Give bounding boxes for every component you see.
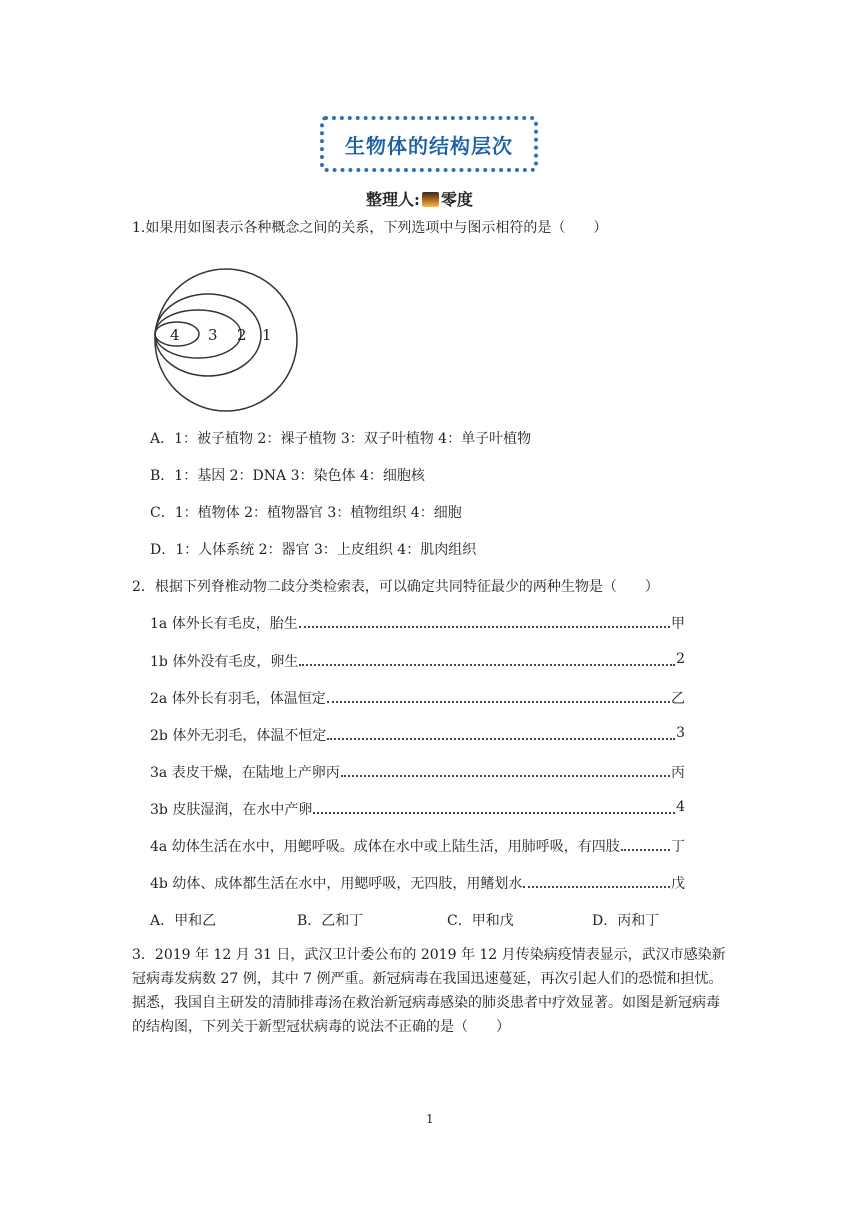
key-row (150, 613, 685, 633)
q2-option-b: B．乙和丁 (297, 913, 364, 929)
diagram-label-1: 1 (262, 326, 272, 344)
author-name: 零度 (440, 190, 473, 209)
q1-option-b: B．1：基因 2：DNA 3：染色体 4：细胞核 (150, 468, 425, 484)
key-row (150, 651, 685, 671)
key-result: 4 (676, 799, 685, 815)
q3-stem: 3．2019 年 12 月 31 日，武汉卫计委公布的 2019 年 12 月传染病疫情表显示，武汉市感染新冠病毒发病数 27 例，其中 7 例严重。新冠病毒在我国迅速蔓延，再次引起人们的恐慌和担忧。据悉，我国自主研发的清肺排毒汤在救治新冠病毒感染的肺炎患者中疗效显著。如图是新冠病毒的结构图，下列关于新型冠状病毒的说法不正确的是（ ） (132, 947, 726, 1035)
q1-option-c: C．1：植物体 2：植物器官 3：植物组织 4：细胞 (150, 505, 462, 521)
key-result: 2 (676, 651, 685, 667)
key-label: 3a 表皮干燥，在陆地上产卵丙 (150, 765, 340, 781)
q1-option-d: D．1：人体系统 2：器官 3：上皮组织 4：肌肉组织 (150, 542, 477, 558)
key-label: 4b 幼体、成体都生活在水中，用鳃呼吸，无四肢，用鳍划水 (150, 876, 523, 892)
q2-option-d: D．丙和丁 (592, 913, 660, 929)
key-label: 2a 体外长有羽毛，体温恒定 (150, 691, 326, 707)
leader-dots (523, 873, 670, 888)
leader-dots (621, 836, 670, 851)
key-result: 丁 (671, 839, 685, 855)
key-row (150, 799, 685, 819)
diagram-label-2: 2 (237, 326, 247, 344)
circle-3 (155, 310, 241, 358)
leader-dots (299, 613, 670, 628)
q1-nested-circles-diagram (150, 262, 300, 418)
key-label: 1a 体外长有毛皮，胎生 (150, 616, 298, 632)
key-row (150, 762, 685, 782)
leader-dots (299, 651, 675, 666)
leader-dots (313, 799, 675, 814)
key-label: 2b 体外无羽毛，体温不恒定 (150, 728, 327, 744)
leader-dots (327, 688, 670, 703)
page-title: 生物体的结构层次 (345, 133, 513, 158)
key-label: 1b 体外没有毛皮，卵生 (150, 654, 299, 670)
title-box (320, 116, 538, 172)
q1-stem: 1.如果用如图表示各种概念之间的关系，下列选项中与图示相符的是（ ） (132, 220, 608, 236)
author-label: 整理人: (366, 190, 420, 209)
leader-dots (341, 762, 670, 777)
diagram-label-4: 4 (170, 326, 180, 344)
q1-option-a: A．1：被子植物 2：裸子植物 3：双子叶植物 4：单子叶植物 (150, 431, 532, 447)
page-number: 1 (426, 1112, 434, 1126)
diagram-label-3: 3 (208, 326, 218, 344)
key-result: 乙 (671, 691, 685, 707)
key-result: 甲 (671, 616, 685, 632)
key-row (150, 688, 685, 708)
key-result: 丙 (671, 765, 685, 781)
key-result: 3 (676, 725, 685, 741)
key-row (150, 873, 685, 893)
key-row (150, 725, 685, 745)
sunset-avatar-icon (422, 192, 439, 207)
key-label: 4a 幼体生活在水中，用鳃呼吸。成体在水中或上陆生活，用肺呼吸，有四肢 (150, 839, 620, 855)
q2-option-a: A．甲和乙 (150, 913, 217, 929)
q2-stem: 2．根据下列脊椎动物二歧分类检索表，可以确定共同特征最少的两种生物是（ ） (132, 579, 659, 595)
author-line (366, 187, 473, 210)
key-result: 戊 (671, 876, 685, 892)
leader-dots (327, 725, 675, 740)
key-row (150, 836, 685, 856)
q2-option-c: C．甲和戊 (447, 913, 514, 929)
key-label: 3b 皮肤湿润，在水中产卵 (150, 802, 313, 818)
